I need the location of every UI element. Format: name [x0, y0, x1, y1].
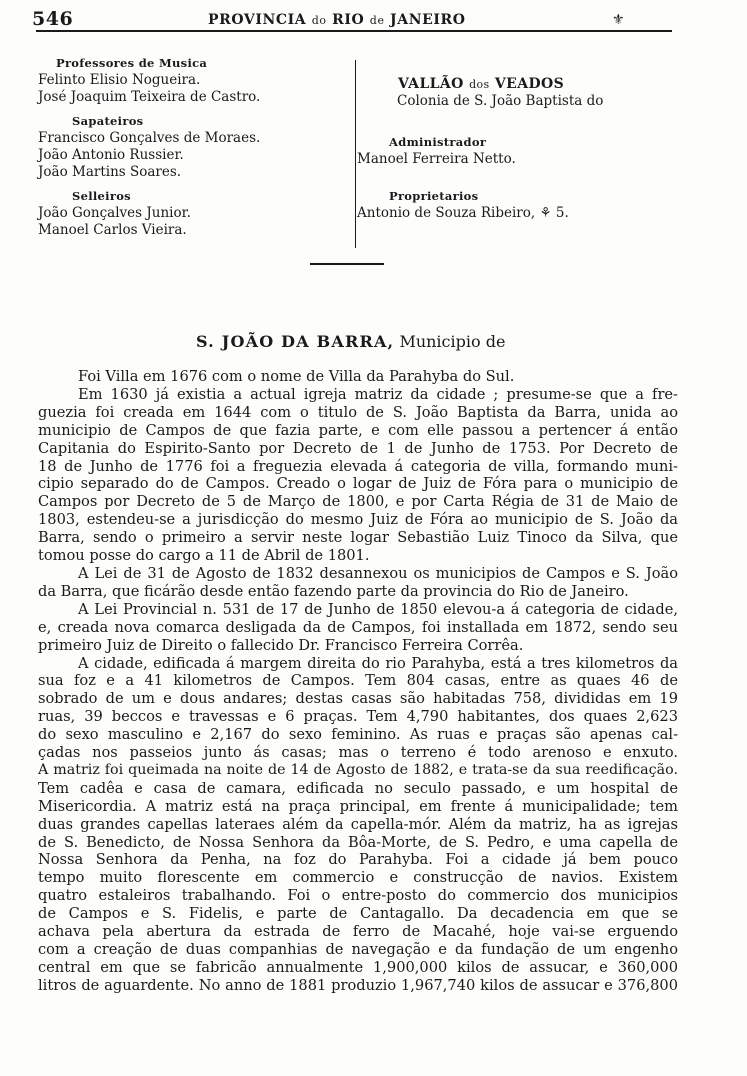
paragraph-line: Barra, sendo o primeiro a servir neste logar Sebastião Luiz Tinoco da Silva, que: [38, 529, 678, 547]
body-text: [38, 368, 678, 995]
paragraph-line: Capitania do Espirito-Santo por Decreto de 1 de Junho de 1753. Por Decreto de: [38, 439, 678, 457]
section-title: [196, 332, 505, 351]
paragraph-line: sua foz e a 41 kilometros de Campos. Tem 804 casas, entre as quaes 46 de: [38, 672, 678, 690]
paragraph-line: A matriz foi queimada na noite de 14 de Agosto de 1882, e trata-se da sua reedificação.: [38, 761, 678, 778]
header-rule: [36, 30, 672, 32]
saddler-name-1: João Gonçalves Junior.: [38, 205, 191, 221]
paragraph-line: primeiro Juiz de Direito o fallecido Dr. Francisco Ferreira Corrêa.: [38, 636, 524, 654]
owner-line: [357, 205, 677, 222]
admin-heading: Administrador: [389, 135, 487, 149]
paragraph-line: quatro estaleiros trabalhando. Foi o entre-posto do commercio dos municipios: [38, 887, 678, 905]
music-heading: Professores de Musica: [56, 56, 208, 70]
paragraph-line: Em 1630 já existia a actual igreja matriz da cidade ; presume-se que a fre-: [78, 385, 678, 403]
saddlers-heading: Selleiros: [72, 189, 131, 203]
paragraph-line: guezia foi creada em 1644 com o titulo de S. João Baptista da Barra, unida ao: [38, 403, 678, 421]
paragraph-line: ruas, 39 beccos e travessas e 6 praças. Tem 4,790 habitantes, dos quaes 2,623: [38, 708, 678, 726]
place-heading: [357, 76, 677, 93]
paragraph-line: Tem cadêa e casa de camara, edificada no seculo passado, e um hospital de: [38, 779, 678, 797]
paragraph-line: A Lei de 31 de Agosto de 1832 desannexou os municipios de Campos e S. João: [78, 564, 678, 582]
paragraph-line: Foi Villa em 1676 com o nome de Villa da Parahyba do Sul.: [78, 368, 515, 385]
shoemaker-name-1: Francisco Gonçalves de Moraes.: [38, 130, 261, 146]
paragraph-line: da Barra, que ficárão desde então fazendo parte da provincia do Rio de Janeiro.: [38, 582, 629, 600]
ornament-icon: ⚜: [612, 12, 625, 28]
paragraph-line: com a creação de duas companhias de navegação e da fundação de um engenho: [38, 941, 678, 958]
paragraph-line: Misericordia. A matriz está na praça principal, em frente á municipalidade; tem: [38, 797, 678, 815]
running-head-rio: RIO: [332, 12, 365, 28]
paragraph-line: 1803, estendeu-se a jurisdicção do mesmo Juiz de Fóra ao municipio de S. João da: [38, 511, 678, 529]
paragraph-line: A Lei Provincial n. 531 de 17 de Junho de 1850 elevou-a á categoria de cidade,: [78, 600, 678, 618]
running-head-do: do: [311, 14, 327, 27]
paragraph-line: cipio separado do de Campos. Creado o logar de Juiz de Fóra para o municipio de: [38, 475, 678, 493]
paragraph-line: municipio de Campos de que fazia parte, e com elle passou a pertencer á então: [38, 421, 678, 439]
section-title-main: S. JOÃO DA BARRA,: [196, 332, 395, 351]
paragraph-line: tempo muito florescente em commercio e construcção de navios. Existem: [38, 869, 678, 887]
paragraph-line: tomou posse do cargo a 11 de Abril de 1801.: [38, 547, 370, 565]
owner-number: 5.: [555, 205, 569, 221]
right-column: [357, 55, 677, 222]
section-divider: [310, 263, 384, 265]
paragraph-line: 18 de Junho de 1776 foi a freguezia elevada á categoria de villa, formando muni-: [38, 457, 678, 475]
paragraph-line: A cidade, edificada á margem direita do rio Parahyba, está a tres kilometros da: [78, 654, 678, 672]
left-column: [38, 55, 348, 239]
section-subtitle: Municipio de: [399, 332, 506, 351]
shoemaker-name-3: João Martins Soares.: [38, 164, 182, 180]
place-dos: dos: [469, 78, 490, 91]
paragraph-line: e, creada nova comarca desligada da de Campos, foi installada em 1872, sendo seu: [38, 618, 678, 636]
place-name: VALLÃO: [398, 76, 464, 92]
paragraph-line: de Campos e S. Fidelis, e parte de Cantagallo. Da decadencia em que se: [38, 905, 678, 923]
paragraph-line: do sexo masculino e 2,167 do sexo feminino. As ruas e praças são apenas cal-: [38, 726, 678, 744]
owner-symbol-icon: ⚘: [539, 205, 552, 221]
running-head-de: de: [369, 14, 385, 27]
paragraph-line: litros de aguardente. No anno de 1881 produzio 1,967,740 kilos de assucar e 376,800: [38, 976, 678, 994]
running-head-provincia: PROVINCIA: [208, 12, 307, 28]
paragraph-line: achava pela abertura da estrada de ferro de Macahé, hoje vai-se erguendo: [38, 923, 678, 941]
running-head-janeiro: JANEIRO: [390, 12, 466, 28]
place-name-2: VEADOS: [494, 76, 565, 92]
paragraph-line: de S. Benedicto, de Nossa Senhora da Bôa-Morte, de S. Pedro, e uma capella de: [38, 833, 678, 851]
paragraph-line: çadas nos passeios junto ás casas; mas o terreno é todo arenoso e enxuto.: [38, 744, 678, 762]
page-number: 546: [32, 8, 74, 30]
running-head: [208, 12, 466, 28]
paragraph-line: sobrado de um e dous andares; destas casas são habitadas 758, divididas em 19: [38, 690, 678, 708]
paragraph-line: duas grandes capellas lateraes além da capella-mór. Além da matriz, ha as igrejas: [38, 815, 678, 833]
column-divider: [355, 60, 356, 248]
shoemaker-name-2: João Antonio Russier.: [38, 147, 184, 163]
owner-name: Antonio de Souza Ribeiro,: [357, 205, 536, 221]
paragraph-line: Campos por Decreto de 5 de Março de 1800, e por Carta Régia de 31 de Maio de: [38, 493, 678, 511]
owners-heading: Proprietarios: [389, 189, 479, 203]
colony-line: Colonia de S. João Baptista do: [397, 93, 604, 109]
music-name-2: José Joaquim Teixeira de Castro.: [38, 89, 261, 105]
paragraph-line: Nossa Senhora da Penha, na foz do Parahyba. Foi a cidade já bem pouco: [38, 851, 678, 869]
admin-name: Manoel Ferreira Netto.: [357, 151, 516, 167]
saddler-name-2: Manoel Carlos Vieira.: [38, 222, 187, 238]
paragraph-line: central em que se fabricão annualmente 1,900,000 kilos de assucar, e 360,000: [38, 958, 678, 976]
music-name-1: Felinto Elisio Nogueira.: [38, 72, 201, 88]
shoemakers-heading: Sapateiros: [72, 114, 144, 128]
